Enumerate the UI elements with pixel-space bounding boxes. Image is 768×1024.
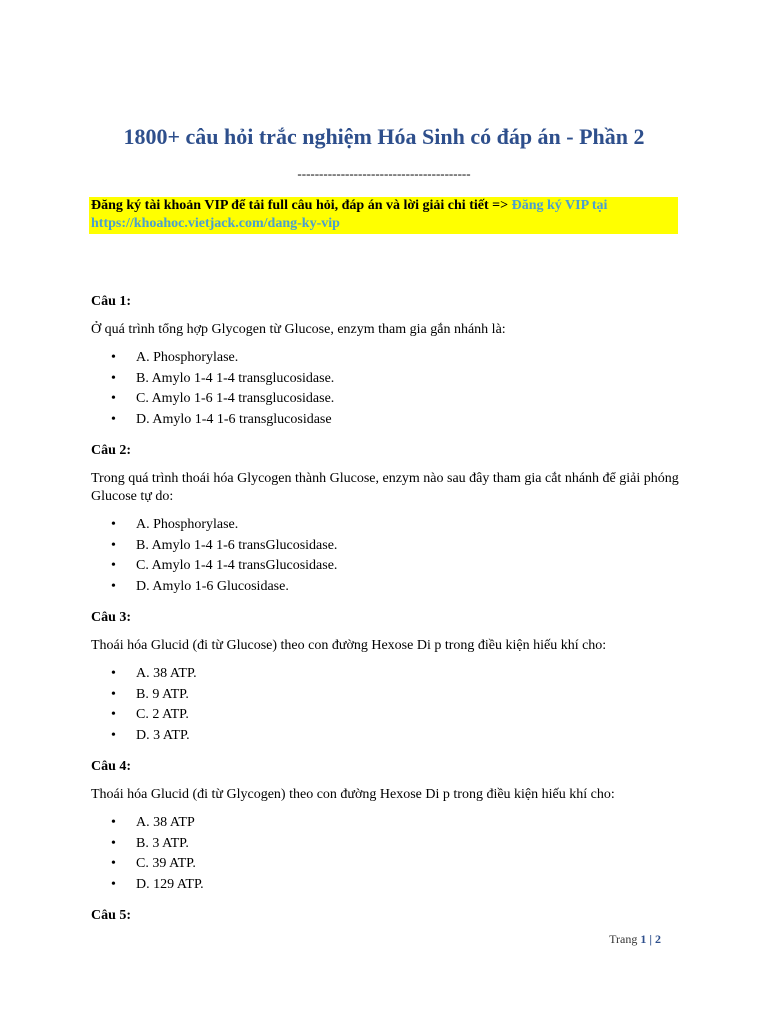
option-text: C. Amylo 1-6 1-4 transglucosidase.	[136, 391, 335, 406]
question-5	[91, 908, 681, 924]
option-text: D. 3 ATP.	[136, 727, 190, 743]
question-label: Câu 3:	[91, 610, 132, 625]
option-text: C. 39 ATP.	[136, 856, 196, 871]
option-item	[91, 685, 681, 706]
question-label: Câu 5:	[91, 908, 132, 923]
question-text: Thoái hóa Glucid (đi từ Glycogen) theo con đường Hexose Di p trong điều kiện hiếu khí cho:	[91, 787, 615, 802]
question-label: Câu 1:	[91, 294, 132, 309]
page-footer	[609, 932, 661, 947]
bullet-icon: •	[111, 666, 116, 681]
question-4	[91, 759, 681, 895]
question-2	[91, 443, 681, 597]
option-text: A. Phosphorylase.	[136, 350, 239, 365]
bullet-icon: •	[111, 727, 116, 743]
option-item	[91, 389, 681, 410]
option-text: B. 3 ATP.	[136, 835, 189, 851]
option-text: B. Amylo 1-4 1-4 transglucosidase.	[136, 370, 335, 386]
vip-notice-text: Đăng ký tài khoản VIP để tải full câu hỏi, đáp án và lời giải chi tiết =>	[91, 198, 512, 213]
bullet-icon: •	[111, 411, 116, 427]
option-text: D. Amylo 1-6 Glucosidase.	[136, 578, 289, 594]
option-item	[91, 834, 681, 855]
question-3	[91, 610, 681, 746]
bullet-icon: •	[111, 391, 116, 406]
question-text: Trong quá trình thoái hóa Glycogen thành Glucose, enzym nào sau đây tham gia cắt nhánh để giải phóng Glucose tự do:	[91, 471, 679, 504]
question-text: Thoái hóa Glucid (đi từ Glucose) theo con đường Hexose Di p trong điều kiện hiếu khí cho:	[91, 638, 607, 653]
footer-prefix: Trang	[609, 932, 641, 946]
option-item	[91, 515, 681, 536]
document-title: 1800+ câu hỏi trắc nghiệm Hóa Sinh có đáp án - Phần 2	[123, 124, 645, 149]
option-text: A. 38 ATP.	[136, 666, 197, 681]
option-item	[91, 726, 681, 747]
option-text: A. 38 ATP	[136, 815, 195, 830]
bullet-icon: •	[111, 370, 116, 386]
bullet-icon: •	[111, 856, 116, 871]
bullet-icon: •	[111, 815, 116, 830]
option-list	[91, 813, 681, 895]
footer-total-pages: 2	[655, 932, 661, 946]
bullet-icon: •	[111, 578, 116, 594]
option-text: D. 129 ATP.	[136, 876, 204, 892]
bullet-icon: •	[111, 876, 116, 892]
option-text: C. 2 ATP.	[136, 707, 189, 722]
footer-page-number: 1	[640, 932, 647, 946]
option-text: B. Amylo 1-4 1-6 transGlucosidase.	[136, 537, 338, 553]
footer-separator: |	[646, 932, 655, 946]
option-text: D. Amylo 1-4 1-6 transglucosidase	[136, 411, 332, 427]
option-item	[91, 664, 681, 685]
bullet-icon: •	[111, 350, 116, 365]
option-item	[91, 854, 681, 875]
option-list	[91, 664, 681, 746]
bullet-icon: •	[111, 835, 116, 851]
vip-notice	[89, 197, 678, 234]
question-1	[91, 294, 681, 430]
option-item	[91, 875, 681, 896]
option-item	[91, 813, 681, 834]
option-item	[91, 536, 681, 557]
bullet-icon: •	[111, 686, 116, 702]
vip-link[interactable]: Đăng ký VIP tại https://khoahoc.vietjack.com/dang-ky-vip	[91, 198, 608, 231]
option-text: B. 9 ATP.	[136, 686, 189, 702]
question-label: Câu 4:	[91, 759, 132, 774]
option-text: C. Amylo 1-4 1-4 transGlucosidase.	[136, 558, 338, 573]
bullet-icon: •	[111, 537, 116, 553]
option-item	[91, 369, 681, 390]
option-list	[91, 515, 681, 597]
option-item	[91, 577, 681, 598]
question-text: Ở quá trình tổng hợp Glycogen từ Glucose, enzym tham gia gắn nhánh là:	[91, 322, 506, 337]
bullet-icon: •	[111, 707, 116, 722]
bullet-icon: •	[111, 558, 116, 573]
option-item	[91, 556, 681, 577]
option-item	[91, 705, 681, 726]
option-item	[91, 348, 681, 369]
option-text: A. Phosphorylase.	[136, 517, 239, 532]
option-item	[91, 410, 681, 431]
bullet-icon: •	[111, 517, 116, 532]
option-list	[91, 348, 681, 430]
question-label: Câu 2:	[91, 443, 132, 458]
title-separator: ----------------------------------------	[297, 166, 471, 181]
